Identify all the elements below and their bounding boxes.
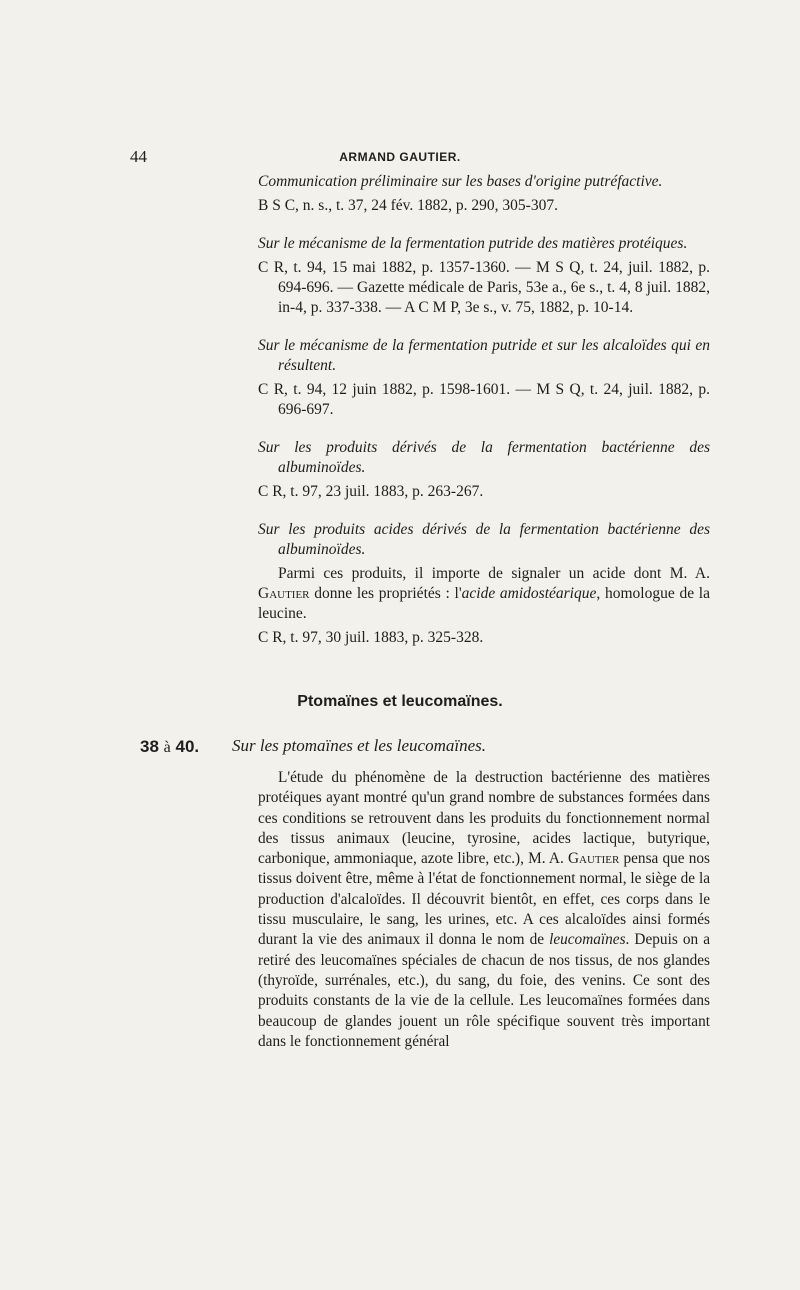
section-heading: Ptomaïnes et leucomaïnes. <box>297 693 503 710</box>
author-name: Gautier <box>567 850 620 868</box>
entry-note <box>258 564 710 624</box>
bibliography-entry <box>258 336 710 420</box>
section-number-start: 38 <box>140 737 159 756</box>
entry-title: Sur les produits acides dérivés de la fermentation bactérienne des albuminoïdes. <box>258 521 710 558</box>
body-paragraph <box>258 768 710 1052</box>
entry-title: Communication préliminaire sur les bases d'origine putréfactive. <box>258 173 663 190</box>
entry-title: Sur le mécanisme de la fermentation putride et sur les alcaloïdes qui en résultent. <box>258 337 710 374</box>
term-leucomaines: leucomaïnes <box>549 931 626 949</box>
bibliography-entry <box>258 234 710 318</box>
entry-title: Sur le mécanisme de la fermentation putride des matières protéiques. <box>258 235 688 252</box>
bibliography-list <box>258 172 710 666</box>
entry-reference: C R, t. 97, 30 juil. 1883, p. 325-328. <box>258 629 484 646</box>
author-name: Gautier <box>258 585 310 602</box>
note-text: Parmi ces produits, il importe de signaler un acide dont M. A. <box>278 565 710 582</box>
entry-reference: C R, t. 94, 15 mai 1882, p. 1357-1360. — M S Q, t. 24, juil. 1882, p. 694-696. — Gazette médicale de Paris, 53e a., 6e s., t. 4, 8 juil. 1882, in-4, p. 337-338. — A C M P, 3e s., v. 75, 1882, p. 10-14. <box>258 259 710 316</box>
bibliography-entry <box>258 438 710 502</box>
entry-title: Sur les produits dérivés de la fermentation bactérienne des albuminoïdes. <box>258 439 710 476</box>
entry-reference: C R, t. 97, 23 juil. 1883, p. 263-267. <box>258 483 484 500</box>
bibliography-entry <box>258 172 710 216</box>
note-text: , homologue de la leucine. <box>258 585 710 622</box>
bibliography-entry <box>258 520 710 648</box>
body-text: . Depuis on a retiré des leucomaïnes spéciales de chacun de nos tissus, de nos glandes (thyroïde, surrénales, etc.), du sang, du foie, des venins. Ce sont des produits constants de la vie de la cellule. Les leucomaïnes formées dans beaucoup de glandes jouent un rôle spécifique souvent très important dans le fonctionnement général <box>258 931 710 1050</box>
entry-reference: C R, t. 94, 12 juin 1882, p. 1598-1601. — M S Q, t. 24, juil. 1882, p. 696-697. <box>258 381 710 418</box>
page-number: 44 <box>130 147 147 166</box>
compound-name: acide amidostéarique <box>461 585 597 602</box>
section-number-conj: à <box>163 739 171 756</box>
section-number-end: 40. <box>175 737 200 756</box>
note-text: donne les propriétés : l' <box>309 585 462 602</box>
running-head: ARMAND GAUTIER. <box>339 150 461 164</box>
entry-reference: B S C, n. s., t. 37, 24 fév. 1882, p. 290, 305-307. <box>258 197 558 214</box>
section-title: Sur les ptomaïnes et les leucomaïnes. <box>232 736 487 755</box>
body-text: pensa que nos tissus doivent être, même à l'état de fonctionnement normal, le siège de la production d'alcaloïdes. Il découvrit bientôt, en effet, ces corps dans le tissu musculaire, le sang, les urines, etc. A ces alcaloïdes ainsi formés durant la vie des animaux il donna le nom de <box>258 850 710 949</box>
section-number <box>140 737 199 757</box>
body-text: L'étude du phénomène de la destruction bactérienne des matières protéiques ayant montré qu'un grand nombre de substances formées dans ces conditions se retrouvent dans les produits du fonctionnement normal des tissus animaux (leucine, tyrosine, acides lactique, butyrique, carbonique, ammoniaque, azote libre, etc.), M. A. <box>258 769 710 868</box>
